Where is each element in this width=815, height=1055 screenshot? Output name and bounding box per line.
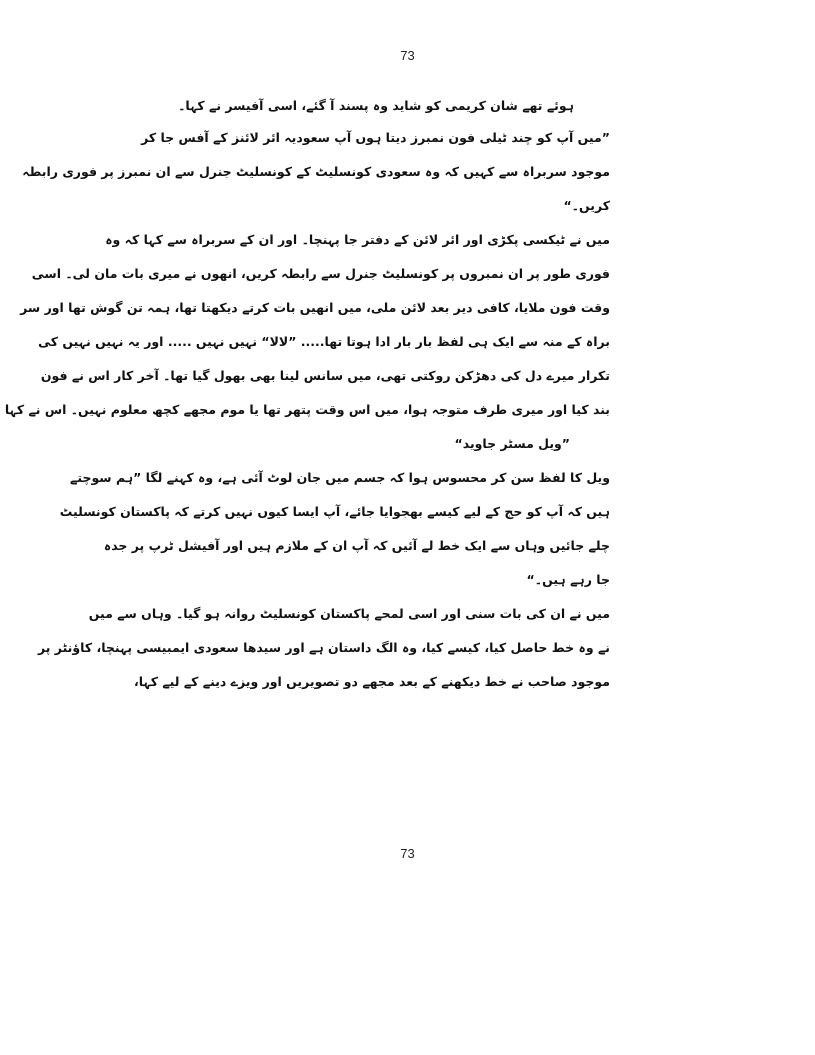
text-line-10: بند کیا اور میری طرف متوجہ ہوا، میں اس وقت پتھر تھا یا موم مجھے کچھ معلوم نہیں۔ اس نے کہا xyxy=(4,402,610,417)
text-line-4: کریں۔“ xyxy=(563,198,610,213)
text-line-17: نے وہ خط حاصل کیا، کیسے کیا، وہ الگ داستان ہے اور سیدھا سعودی ایمبیسی پہنچا، کاؤنٹر پر xyxy=(37,640,610,655)
page-number-bottom: 73 xyxy=(400,846,415,861)
text-line-12: ویل کا لفظ سن کر محسوس ہوا کہ جسم میں جان لوٹ آئی ہے، وہ کہنے لگا ”ہم سوچتے xyxy=(70,470,610,485)
text-line-6: فوری طور پر ان نمبروں پر کونسلیٹ جنرل سے رابطہ کریں، انھوں نے میری بات مان لی۔ اسی xyxy=(31,266,610,281)
text-line-3: موجود سربراہ سے کہیں کہ وہ سعودی کونسلیٹ کے کونسلیٹ جنرل سے ان نمبرز پر فوری رابطہ xyxy=(22,164,610,179)
text-line-1: ہوئے تھے شان کریمی کو شاید وہ پسند آ گئے، اسی آفیسر نے کہا۔ xyxy=(178,98,574,113)
text-line-11: ”ویل مسٹر جاوید“ xyxy=(454,436,570,451)
text-line-7: وقت فون ملایا، کافی دیر بعد لائن ملی، میں انھیں بات کرتے دیکھتا تھا، ہمہ تن گوش تھا اور سر xyxy=(20,300,610,315)
text-line-9: تکرار میرے دل کی دھڑکن روکتی تھی، میں سانس لینا بھی بھول گیا تھا۔ آخر کار اس نے فون xyxy=(40,368,610,383)
text-line-5: میں نے ٹیکسی پکڑی اور ائر لائن کے دفتر جا پہنچا۔ اور ان کے سربراہ سے کہا کہ وہ xyxy=(105,232,610,247)
text-line-18: موجود صاحب نے خط دیکھنے کے بعد مجھے دو تصویریں اور ویزے دینے کے لیے کہا، xyxy=(133,674,610,689)
text-line-16: میں نے ان کی بات سنی اور اسی لمحے پاکستان کونسلیٹ روانہ ہو گیا۔ وہاں سے میں xyxy=(88,606,610,621)
text-line-2: ”میں آپ کو چند ٹیلی فون نمبرز دیتا ہوں آپ سعودیہ ائر لائنز کے آفس جا کر xyxy=(141,130,610,145)
text-line-14: چلے جائیں وہاں سے ایک خط لے آئیں کہ آپ ان کے ملازم ہیں اور آفیشل ٹرپ پر جدہ xyxy=(103,538,610,553)
page-number-top: 73 xyxy=(400,48,415,63)
text-line-15: جا رہے ہیں۔“ xyxy=(526,572,610,587)
text-line-8: براہ کے منہ سے ایک ہی لفظ بار بار ادا ہوتا تھا..... ”لالا“ نہیں نہیں ..... اور یہ نہیں نہیں کی xyxy=(38,334,610,349)
text-line-13: ہیں کہ آپ کو حج کے لیے کیسے بھجوایا جائے، آپ ایسا کیوں نہیں کرتے کہ پاکستان کونسلیٹ xyxy=(59,504,610,519)
